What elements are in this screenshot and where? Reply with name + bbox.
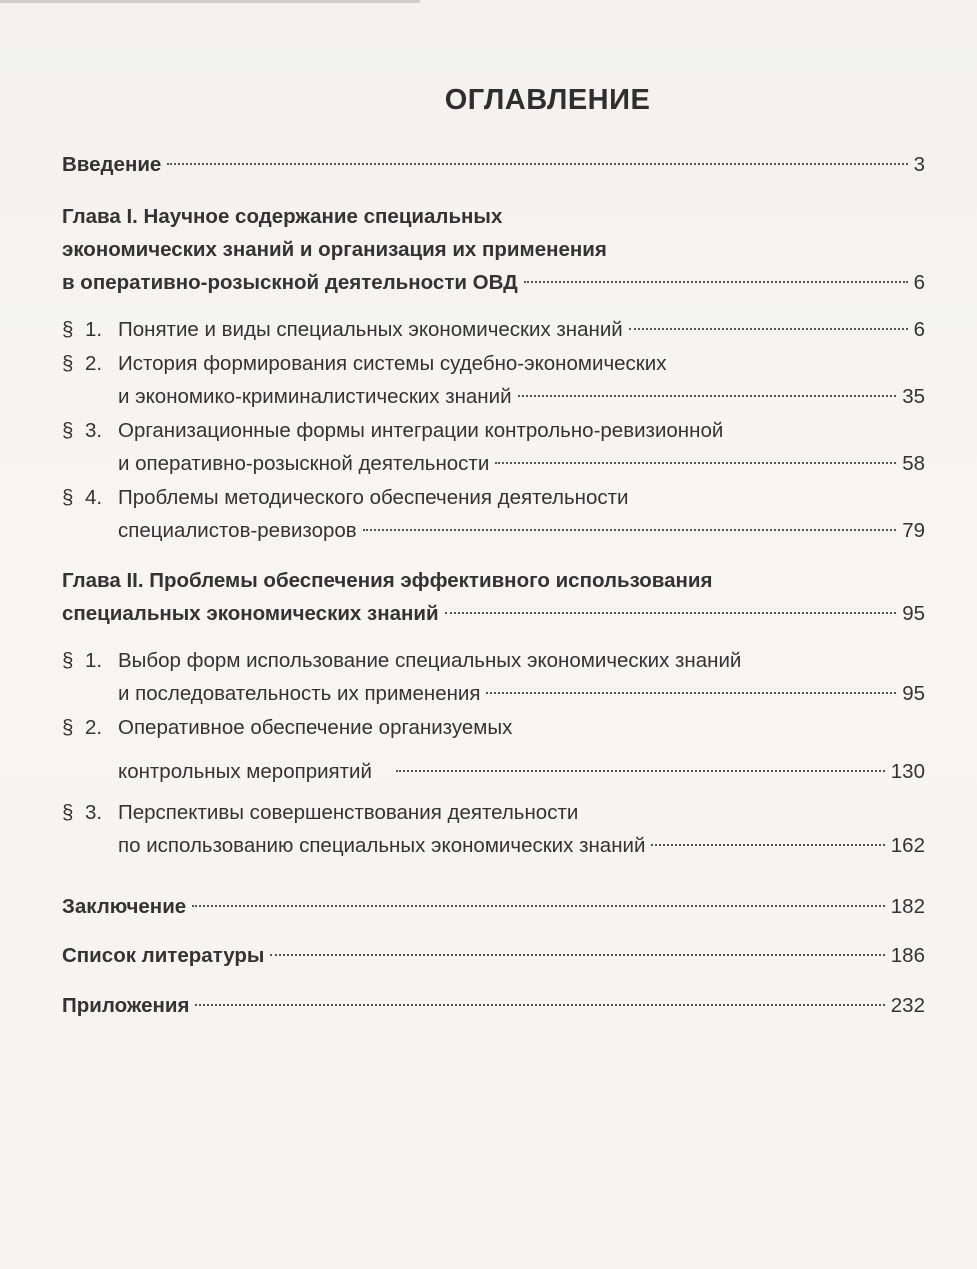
toc-entry-ch2-section-3 [62, 796, 925, 862]
section-sign: § [62, 419, 74, 442]
page-number: 130 [890, 760, 925, 783]
toc-entry-title-line: Проблемы методического обеспечения деятельности [118, 486, 629, 509]
toc-entry-conclusion [62, 890, 925, 923]
section-sign: § [62, 716, 74, 739]
section-number: 3. [85, 801, 103, 824]
section-number: 3. [85, 419, 103, 442]
toc-entry-title-line: и последовательность их применения [118, 682, 481, 705]
toc-entry-title-line: по использованию специальных экономических знаний [118, 834, 646, 857]
toc-entry-title-line: контрольных мероприятий [118, 760, 372, 783]
page-number: 79 [902, 519, 925, 542]
page-number: 35 [902, 385, 925, 408]
toc-entry-ch1-section-4 [62, 481, 925, 547]
dot-leader [629, 328, 908, 330]
toc-entry-title: Список литературы [62, 944, 265, 967]
page-number: 95 [902, 682, 925, 705]
toc-entry-title: Введение [62, 153, 162, 176]
page-number: 186 [890, 944, 925, 967]
dot-leader [495, 462, 896, 464]
toc-entry-title-line: специальных экономических знаний [62, 602, 439, 625]
page-number: 58 [902, 452, 925, 475]
toc-entry-ch1-section-3 [62, 414, 925, 480]
section-number: 1. [85, 318, 103, 341]
section-number: 2. [85, 716, 103, 739]
page-top-edge [0, 0, 420, 3]
toc-entry-title-line: Оперативное обеспечение организуемых [118, 716, 513, 739]
page-number: 6 [913, 318, 925, 341]
section-number: 4. [85, 486, 103, 509]
section-sign: § [62, 649, 74, 672]
dot-leader [167, 163, 907, 165]
section-sign: § [62, 486, 74, 509]
dot-leader [524, 281, 908, 283]
toc-entry-bibliography [62, 939, 925, 972]
dot-leader [396, 770, 885, 772]
dot-leader [363, 529, 896, 531]
page-number: 3 [913, 153, 925, 176]
section-sign: § [62, 318, 74, 341]
section-sign: § [62, 352, 74, 375]
toc-entry-title-line: Глава II. Проблемы обеспечения эффективного использования [62, 569, 713, 592]
dot-leader [270, 954, 884, 956]
toc-entry-title-line: Организационные формы интеграции контрольно-ревизионной [118, 419, 724, 442]
page-number: 182 [890, 895, 925, 918]
toc-entry-title-line: Глава I. Научное содержание специальных [62, 205, 503, 228]
toc-entry-ch2-section-1 [62, 644, 925, 710]
toc-entry-title-line: в оперативно-розыскной деятельности ОВД [62, 271, 518, 294]
toc-entry-chapter-2 [62, 564, 925, 630]
toc-entry-title-line: экономических знаний и организация их применения [62, 238, 607, 261]
dot-leader [651, 844, 884, 846]
section-sign: § [62, 801, 74, 824]
page-number: 232 [890, 994, 925, 1017]
toc-entry-title: Понятие и виды специальных экономических знаний [118, 318, 623, 341]
dot-leader [195, 1004, 884, 1006]
dot-leader [192, 905, 885, 907]
page-number: 162 [890, 834, 925, 857]
toc-entry-title-line: Выбор форм использование специальных экономических знаний [118, 649, 742, 672]
toc-entry-title-line: Перспективы совершенствования деятельности [118, 801, 579, 824]
toc-entry-title-line: и экономико-криминалистических знаний [118, 385, 512, 408]
toc-title: ОГЛАВЛЕНИЕ [444, 84, 651, 116]
section-number: 2. [85, 352, 103, 375]
toc-entry-title: Заключение [62, 895, 187, 918]
dot-leader [518, 395, 897, 397]
toc-entry-appendices [62, 989, 925, 1022]
toc-entry-introduction [62, 148, 925, 181]
toc-entry-title-line: и оперативно-розыскной деятельности [118, 452, 490, 475]
toc-entry-title-line: специалистов-ревизоров [118, 519, 357, 542]
page-number: 6 [913, 271, 925, 294]
toc-entry-chapter-1 [62, 200, 925, 299]
dot-leader [486, 692, 896, 694]
toc-entry-ch1-section-1 [62, 313, 925, 346]
page-number: 95 [902, 602, 925, 625]
toc-entry-ch1-section-2 [62, 347, 925, 413]
toc-entry-title-line: История формирования системы судебно-экономических [118, 352, 667, 375]
dot-leader [445, 612, 897, 614]
section-number: 1. [85, 649, 103, 672]
toc-entry-ch2-section-2 [62, 711, 925, 788]
toc-entry-title: Приложения [62, 994, 190, 1017]
